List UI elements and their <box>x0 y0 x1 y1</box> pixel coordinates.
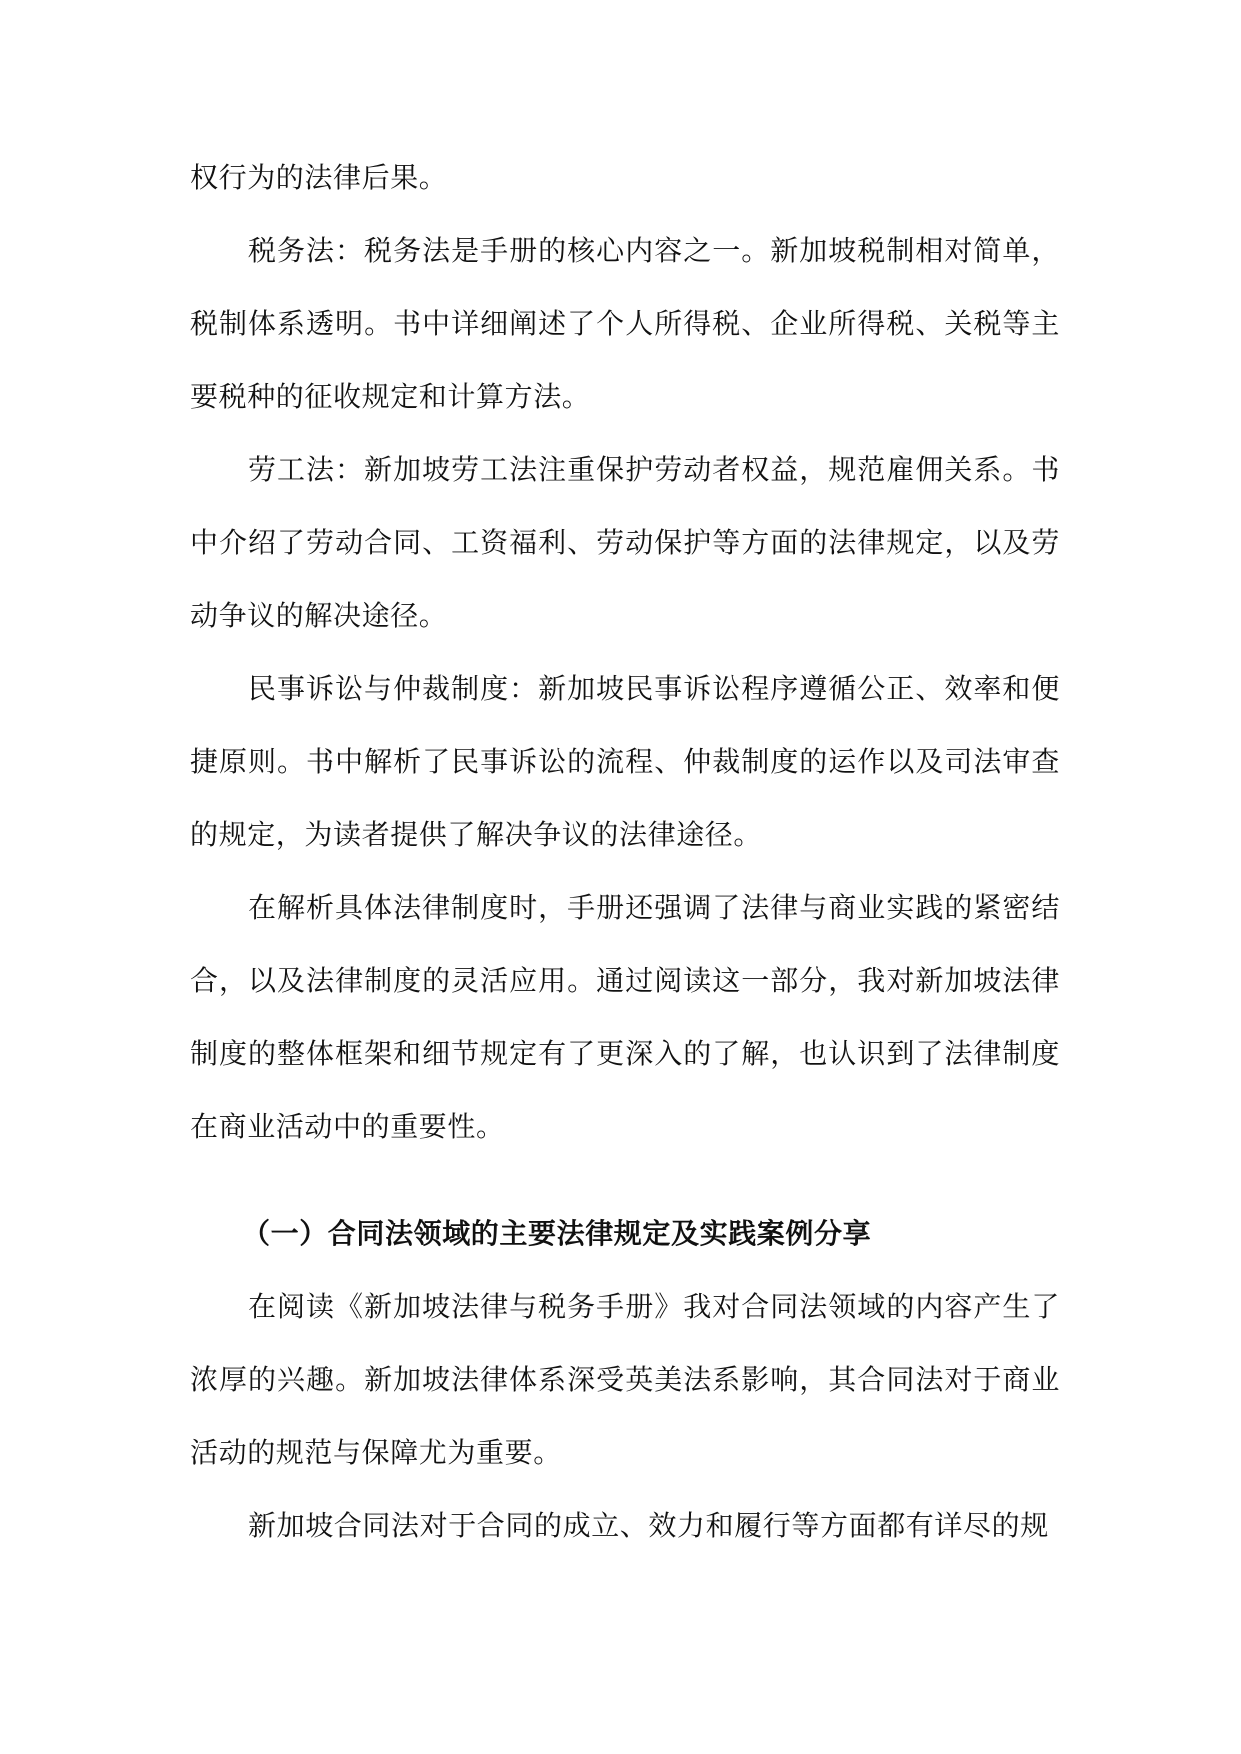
document-body <box>190 141 1060 1562</box>
section-spacer <box>190 1163 1060 1197</box>
paragraph-continuation: 权行为的法律后果。 <box>190 161 448 194</box>
section-heading: （一）合同法领域的主要法律规定及实践案例分享 <box>242 1217 872 1250</box>
paragraph-contract-intro: 在阅读《新加坡法律与税务手册》我对合同法领域的内容产生了浓厚的兴趣。新加坡法律体系深受英美法系影响，其合同法对于商业活动的规范与保障尤为重要。 <box>190 1290 1060 1469</box>
paragraph-civil-litigation: 民事诉讼与仲裁制度：新加坡民事诉讼程序遵循公正、效率和便捷原则。书中解析了民事诉讼的流程、仲裁制度的运作以及司法审查的规定，为读者提供了解决争议的法律途径。 <box>190 672 1060 851</box>
paragraph-labor-law: 劳工法：新加坡劳工法注重保护劳动者权益，规范雇佣关系。书中介绍了劳动合同、工资福利、劳动保护等方面的法律规定，以及劳动争议的解决途径。 <box>190 453 1060 632</box>
paragraph-contract-detail: 新加坡合同法对于合同的成立、效力和履行等方面都有详尽的规 <box>248 1509 1049 1542</box>
paragraph-summary: 在解析具体法律制度时，手册还强调了法律与商业实践的紧密结合，以及法律制度的灵活应用。通过阅读这一部分，我对新加坡法律制度的整体框架和细节规定有了更深入的了解，也认识到了法律制度在商业活动中的重要性。 <box>190 891 1060 1143</box>
paragraph-tax-law: 税务法：税务法是手册的核心内容之一。新加坡税制相对简单，税制体系透明。书中详细阐述了个人所得税、企业所得税、关税等主要税种的征收规定和计算方法。 <box>190 234 1060 413</box>
